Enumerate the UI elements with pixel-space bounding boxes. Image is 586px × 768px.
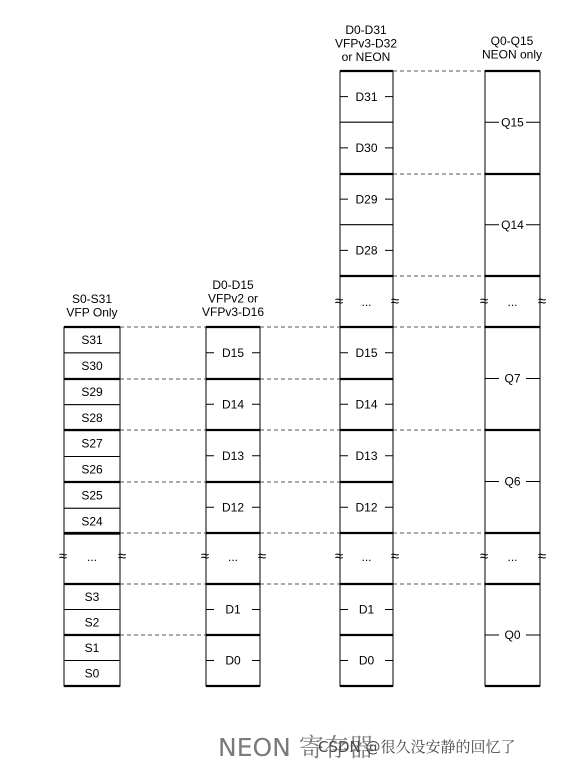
- d32-register-label-d13: D13: [355, 448, 378, 463]
- d16-register-label-d14: D14: [221, 397, 245, 412]
- q-register-label-q15: Q15: [501, 115, 524, 130]
- d32-register-label-d14: D14: [355, 397, 378, 412]
- break-mark-icon: ≈: [257, 547, 267, 565]
- s-register-label-s28: S28: [81, 410, 103, 425]
- d16-register-label-d15: D15: [221, 345, 245, 360]
- d16-register-label-d12: D12: [221, 500, 245, 515]
- break-mark-icon: ≈: [334, 547, 344, 565]
- break-mark-icon: ≈: [537, 547, 547, 565]
- break-mark-icon: ≈: [537, 292, 547, 310]
- s-bank-header-line: S0-S31: [71, 292, 113, 307]
- s-register-label-s1: S1: [84, 640, 100, 655]
- break-mark-icon: ≈: [58, 547, 68, 565]
- d16-bank-header-line: VFPv3-D16: [201, 305, 265, 320]
- break-mark-icon: ≈: [200, 547, 210, 565]
- q-bank-header-line: NEON only: [481, 47, 543, 62]
- s-register-label-s2: S2: [84, 615, 100, 630]
- watermark: CSDN @很久没安静的回忆了: [318, 738, 516, 756]
- d32-register-label-d28: D28: [355, 243, 378, 258]
- break-mark-icon: ≈: [117, 547, 127, 565]
- d16-bank-header-line: VFPv2 or: [207, 291, 259, 306]
- d32-register-label-d15: D15: [355, 345, 378, 360]
- q-bank-header-line: Q0-Q15: [490, 34, 534, 49]
- s-register-label-s30: S30: [81, 359, 103, 374]
- ellipsis-label: ...: [86, 550, 98, 565]
- d32-bank-header-line: D0-D31: [345, 23, 387, 38]
- s-register-label-s26: S26: [81, 462, 103, 477]
- d32-register-label-d0: D0: [358, 653, 375, 668]
- d32-register-label-d31: D31: [355, 89, 378, 104]
- d16-register-label-d13: D13: [221, 448, 245, 463]
- q-register-label-q7: Q7: [504, 371, 521, 386]
- bank-headers: [66, 23, 542, 320]
- ellipsis-label: ...: [361, 295, 372, 310]
- d16-register-label-d1: D1: [225, 602, 241, 617]
- d16-register-label-d0: D0: [225, 653, 241, 668]
- d32-register-label-d12: D12: [355, 500, 378, 515]
- ellipsis-label: ...: [361, 550, 372, 565]
- q-register-label-q6: Q6: [504, 474, 521, 489]
- d32-register-label-d1: D1: [358, 602, 375, 617]
- break-mark-icon: ≈: [390, 292, 400, 310]
- s-register-label-s29: S29: [81, 384, 103, 399]
- s-register-label-s0: S0: [84, 666, 100, 681]
- s-bank-header-line: VFP Only: [66, 305, 118, 320]
- s-register-label-s24: S24: [81, 514, 103, 529]
- s-register-label-s3: S3: [84, 589, 100, 604]
- break-mark-icon: ≈: [334, 292, 344, 310]
- d32-bank-header-line: or NEON: [341, 50, 391, 65]
- d32-register-label-d30: D30: [355, 141, 378, 156]
- break-mark-icon: ≈: [390, 547, 400, 565]
- s-register-label-s31: S31: [81, 333, 103, 348]
- d32-bank-header-line: VFPv3-D32: [334, 36, 398, 51]
- d16-bank-header-line: D0-D15: [212, 278, 254, 293]
- bank-break-marks: [59, 293, 546, 565]
- s-register-label-s25: S25: [81, 488, 103, 503]
- break-mark-icon: ≈: [479, 547, 489, 565]
- s-register-label-s27: S27: [81, 436, 103, 451]
- break-mark-icon: ≈: [479, 292, 489, 310]
- q-register-label-q0: Q0: [504, 628, 521, 643]
- d32-register-label-d29: D29: [355, 192, 378, 207]
- diagram-caption: NEON 寄存器: [218, 733, 374, 762]
- ellipsis-label: ...: [507, 550, 518, 565]
- ellipsis-label: ...: [227, 550, 239, 565]
- ellipsis-label: ...: [507, 295, 518, 310]
- q-register-label-q14: Q14: [501, 217, 524, 232]
- register-alignment-guides: [117, 71, 485, 635]
